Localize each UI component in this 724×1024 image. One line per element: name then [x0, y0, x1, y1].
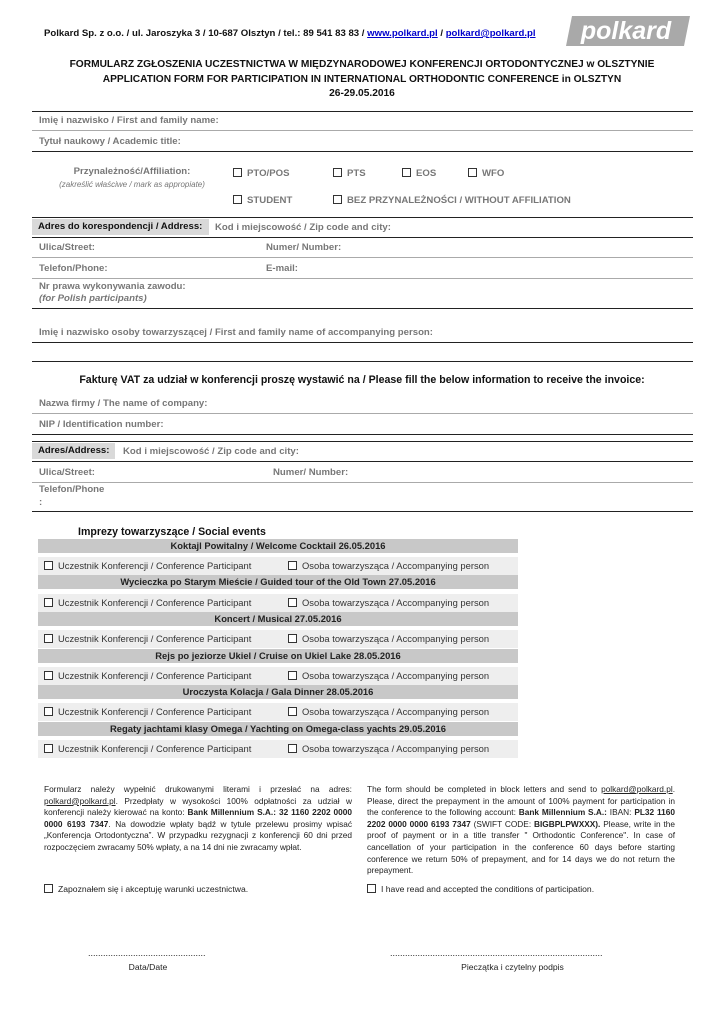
- zip-label: Kod i miejscowość / Zip code and city:: [215, 222, 391, 233]
- signature-line[interactable]: .....................................................................................: [390, 948, 603, 958]
- event-heading-cocktail: Koktajl Powitalny / Welcome Cocktail 26.05.2016: [38, 539, 518, 553]
- events-heading: Imprezy towarzyszące / Social events: [78, 526, 266, 538]
- divider: [32, 441, 693, 442]
- zip-field[interactable]: [32, 237, 693, 238]
- title-line-pl: FORMULARZ ZGŁOSZENIA UCZESTNICTWA W MIĘDZYNARODOWEJ KONFERENCJI ORTODONTYCZNEJ w OLSZTYNIE: [69, 59, 655, 70]
- company-address: Polkard Sp. z o.o. / ul. Jaroszyka 3 / 10-687 Olsztyn / tel.: 89 541 83 83 /: [44, 28, 368, 39]
- affiliation-option-pto[interactable]: PTO/POS: [233, 168, 289, 179]
- accompanying-option[interactable]: Osoba towarzysząca / Accompanying person: [288, 630, 489, 648]
- accompanying-field[interactable]: [32, 342, 693, 343]
- name-label: Imię i nazwisko / First and family name:: [39, 115, 219, 126]
- company-header: [44, 28, 536, 39]
- terms-pl: Formularz należy wypełnić drukowanymi literami i przesłać na adres: polkard@polkard.pl. Przedpłaty w wysokości 100% odpłatności za udział w konferencji należy kierować na konto: Bank Millennium S.A.: 32 1160 2202 0000 0000 6193 7347. Na dowodzie wpłaty bądź w tytule przelewu prosimy wpisać „Konferencja Ortodontyczna”. W przypadku rezygnacji z konferencji 60 dni przed rozpoczęciem zwracamy 50% wpłaty, a na 14 dni nie zwracamy wpłat.: [44, 784, 353, 852]
- name-field[interactable]: [32, 130, 693, 131]
- date-label: Data/Date: [128, 962, 168, 972]
- date-line[interactable]: ...............................................: [88, 948, 206, 958]
- nip-field[interactable]: [32, 434, 693, 435]
- event-heading-concert: Koncert / Musical 27.05.2016: [38, 612, 518, 626]
- event-heading-gala: Uroczysta Kolacja / Gala Dinner 28.05.2016: [38, 685, 518, 699]
- participant-option[interactable]: Uczestnik Konferencji / Conference Participant: [44, 740, 251, 758]
- invoice-street-field[interactable]: [32, 482, 693, 483]
- accept-pl-option[interactable]: Zapoznałem się i akceptuję warunki uczestnictwa.: [44, 884, 248, 894]
- logo-text: polkard: [580, 17, 672, 45]
- participant-option[interactable]: Uczestnik Konferencji / Conference Participant: [44, 667, 251, 685]
- checkbox[interactable]: [402, 168, 411, 177]
- email-link[interactable]: polkard@polkard.pl: [445, 28, 536, 39]
- divider: [32, 361, 693, 362]
- accompanying-option[interactable]: Osoba towarzysząca / Accompanying person: [288, 740, 489, 758]
- terms-pl-email[interactable]: polkard@polkard.pl: [44, 795, 116, 806]
- invoice-zip-label: Kod i miejscowość / Zip code and city:: [123, 446, 299, 457]
- participant-option[interactable]: Uczestnik Konferencji / Conference Participant: [44, 630, 251, 648]
- event-row-cruise: [38, 667, 518, 685]
- participant-option[interactable]: Uczestnik Konferencji / Conference Participant: [44, 557, 251, 575]
- terms-en: The form should be completed in block letters and send to polkard@polkard.pl. Please, direct the prepayment in the amount of 100% payment for participation in the conference to the following account: Bank Millennium S.A.: IBAN: PL32 1160 2202 0000 0000 6193 7347 (SWIFT CODE: BIGBPLPWXXX). Please, write in the proof of payment or in a title transfer " Orthodontic Conference". In case of cancellation of your participation in the conference 60 days before starting conference we return 50% of prepayment, and for 14 days we do not return the prepayment.: [367, 784, 675, 876]
- event-row-cocktail: [38, 557, 518, 575]
- event-row-concert: [38, 630, 518, 648]
- license-label: Nr prawa wykonywania zawodu:: [39, 281, 186, 292]
- license-field[interactable]: [32, 308, 693, 309]
- invoice-heading: Fakturę VAT za udział w konferencji proszę wystawić na / Please fill the below information to receive the invoice:: [79, 374, 645, 386]
- accept-en-option[interactable]: I have read and accepted the conditions of participation.: [367, 884, 594, 894]
- affiliation-option-wfo[interactable]: WFO: [468, 168, 504, 179]
- event-row-yachting: [38, 740, 518, 758]
- email-label: E-mail:: [266, 263, 298, 274]
- checkbox[interactable]: [44, 884, 53, 893]
- invoice-phone-label: Telefon/Phone: [39, 484, 105, 495]
- form-title: [0, 58, 724, 102]
- title-dates: 26-29.05.2016: [329, 88, 395, 99]
- checkbox[interactable]: [333, 168, 342, 177]
- accompanying-option[interactable]: Osoba towarzysząca / Accompanying person: [288, 667, 489, 685]
- invoice-number-label: Numer/ Number:: [273, 467, 349, 478]
- phone-label: Telefon/Phone:: [39, 263, 108, 274]
- title-line-en: APPLICATION FORM FOR PARTICIPATION IN INTERNATIONAL ORTHODONTIC CONFERENCE in OLSZTYN: [102, 73, 622, 85]
- academic-field[interactable]: [32, 151, 693, 152]
- invoice-zip-field[interactable]: [32, 461, 693, 462]
- signature-label: Pieczątka i czytelny podpis: [461, 962, 564, 972]
- academic-label: Tytuł naukowy / Academic title:: [39, 136, 181, 147]
- nip-label: NIP / Identification number:: [39, 419, 164, 430]
- street-label: Ulica/Street:: [39, 242, 95, 253]
- checkbox[interactable]: [333, 195, 342, 204]
- checkbox[interactable]: [367, 884, 376, 893]
- affiliation-option-eos[interactable]: EOS: [402, 168, 436, 179]
- event-row-gala: [38, 703, 518, 721]
- affiliation-option-pts[interactable]: PTS: [333, 168, 366, 179]
- checkbox[interactable]: [468, 168, 477, 177]
- participant-option[interactable]: Uczestnik Konferencji / Conference Participant: [44, 703, 251, 721]
- checkbox[interactable]: [233, 195, 242, 204]
- street-field[interactable]: [32, 257, 693, 258]
- company-field[interactable]: [32, 413, 693, 414]
- polkard-logo: [566, 12, 690, 50]
- invoice-street-label: Ulica/Street:: [39, 467, 95, 478]
- address-box-label: Adres do korespondencji / Address:: [32, 219, 209, 235]
- license-note: (for Polish participants): [39, 293, 147, 304]
- accompanying-label: Imię i nazwisko osoby towarzyszącej / First and family name of accompanying person:: [39, 327, 433, 338]
- website-link[interactable]: www.polkard.pl: [367, 28, 438, 39]
- affiliation-option-none[interactable]: BEZ PRZYNALEŻNOŚCI / WITHOUT AFFILIATION: [333, 195, 571, 206]
- affiliation-label: Przynależność/Affiliation:: [73, 166, 191, 177]
- checkbox[interactable]: [233, 168, 242, 177]
- participant-option[interactable]: Uczestnik Konferencji / Conference Participant: [44, 594, 251, 612]
- accompanying-option[interactable]: Osoba towarzysząca / Accompanying person: [288, 557, 489, 575]
- accompanying-option[interactable]: Osoba towarzysząca / Accompanying person: [288, 594, 489, 612]
- header-separator: /: [437, 28, 446, 39]
- event-heading-cruise: Rejs po jeziorze Ukiel / Cruise on Ukiel Lake 28.05.2016: [38, 649, 518, 663]
- affiliation-option-student[interactable]: STUDENT: [233, 195, 292, 206]
- company-label: Nazwa firmy / The name of company:: [39, 398, 208, 409]
- affiliation-note: (zakreślić właściwe / mark as appropiate): [59, 180, 205, 189]
- divider: [32, 111, 693, 112]
- terms-en-email[interactable]: polkard@polkard.pl: [601, 784, 673, 794]
- number-label: Numer/ Number:: [266, 242, 342, 253]
- accompanying-option[interactable]: Osoba towarzysząca / Accompanying person: [288, 703, 489, 721]
- invoice-phone-colon: :: [39, 497, 43, 508]
- event-heading-tour: Wycieczka po Starym Mieście / Guided tour of the Old Town 27.05.2016: [38, 575, 518, 589]
- invoice-phone-field[interactable]: [32, 511, 693, 512]
- divider: [32, 217, 693, 218]
- invoice-address-box-label: Adres/Address:: [32, 443, 115, 459]
- event-heading-yachting: Regaty jachtami klasy Omega / Yachting on Omega-class yachts 29.05.2016: [38, 722, 518, 736]
- phone-field[interactable]: [32, 278, 693, 279]
- event-row-tour: [38, 594, 518, 612]
